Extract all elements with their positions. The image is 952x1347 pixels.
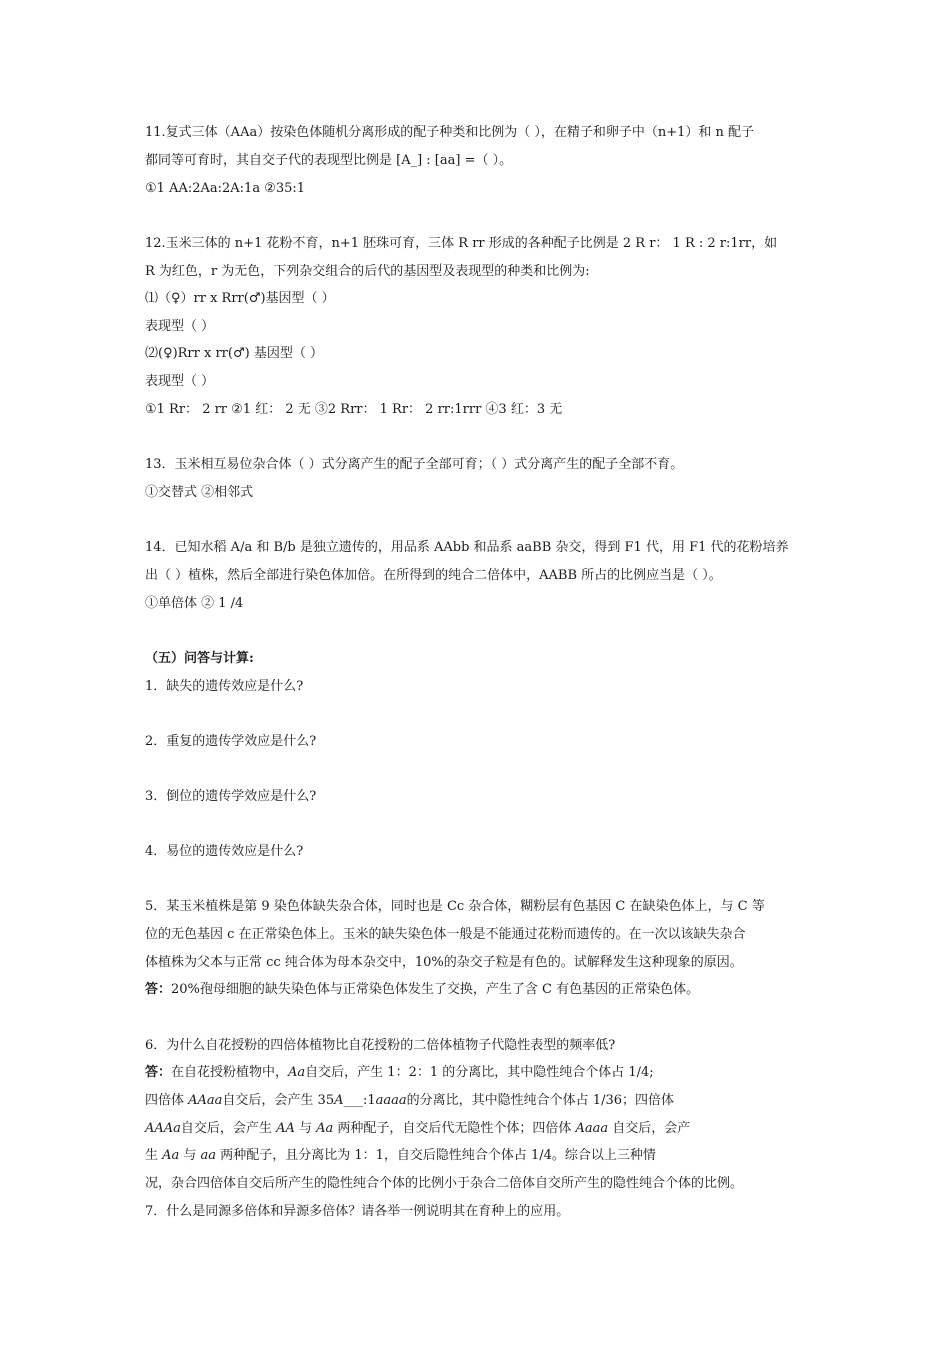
answer-text: 四倍体	[145, 1093, 189, 1108]
genotype: aaaa	[375, 1093, 407, 1108]
genotype: Aaaa	[575, 1121, 609, 1136]
s5-q5-line-2: 位的无色基因 c 在正常染色体上。玉米的缺失染色体一般是不能通过花粉而遗传的。在一次以该缺失杂合	[145, 927, 746, 942]
section-heading: （五）问答与计算:	[145, 651, 254, 666]
answer-label: 答：	[145, 1065, 172, 1080]
s5-q6-answer-line-5: 况，杂合四倍体自交后所产生的隐性纯合个体的比例小于杂合二倍体自交所产生的隐性纯合个体的比例。	[145, 1176, 744, 1191]
answer-text: 自交后，会产生	[180, 1121, 277, 1136]
genotype: AAAa	[145, 1121, 181, 1136]
s5-question-7: 7．什么是同源多倍体和异源多倍体？请各举一例说明其在育种上的应用。	[145, 1204, 570, 1219]
genotype: A	[334, 1093, 344, 1108]
genotype: AAaa	[188, 1093, 223, 1108]
q12-answer: ①1 Rr： 2 rr ②1 红： 2 无 ③2 Rrr： 1 Rr： 2 rr:1rrr ④3 红：3 无	[145, 402, 563, 417]
q12-line-4: 表现型（ ）	[145, 319, 215, 334]
q13-line-1: 13．玉米相互易位杂合体（ ）式分离产生的配子全部可育；（ ）式分离产生的配子全部不育。	[145, 457, 684, 472]
genotype: Aa	[162, 1148, 180, 1163]
s5-question-1: 1．缺失的遗传效应是什么?	[145, 679, 304, 694]
blank: ___	[343, 1093, 363, 1108]
genotype: aa	[200, 1148, 217, 1163]
q12-line-2: R 为红色，r 为无色，下列杂交组合的后代的基因型及表现型的种类和比例为:	[145, 264, 590, 279]
q12-line-5: ⑵(♀)Rrr x rr(♂) 基因型（ ）	[145, 346, 323, 361]
q11-line-1: 11.复式三体（AAa）按染色体随机分离形成的配子种类和比例为（ ），在精子和卵子中（n+1）和 n 配子	[145, 125, 755, 140]
answer-text: 两种配子，且分离比为 1：1，自交后隐性纯合个体占 1/4。综合以上三种情	[216, 1148, 656, 1163]
answer-text: 与	[294, 1121, 317, 1136]
q14-line-2: 出（ ）植株，然后全部进行染色体加倍。在所得到的纯合二倍体中，AABB 所占的比例应当是（ ）。	[145, 568, 722, 583]
answer-text: 自交后，会产	[608, 1121, 691, 1136]
answer-text: 两种配子，自交后代无隐性个体；四倍体	[333, 1121, 576, 1136]
q12-line-1: 12.玉米三体的 n+1 花粉不育，n+1 胚珠可育，三体 R rr 形成的各种配子比例是 2 R r： 1 R : 2 r:1rr，如	[145, 236, 778, 251]
answer-text: 的分离比，其中隐性纯合个体占 1/36；四倍体	[406, 1093, 674, 1108]
q11-answer: ①1 AA:2Aa:2A:1a ②35:1	[145, 181, 306, 196]
q13-answer: ①交替式 ②相邻式	[145, 485, 254, 500]
answer-text: 与	[179, 1148, 201, 1163]
genotype: Aa	[288, 1065, 306, 1080]
s5-q6-answer-line-2	[145, 1092, 674, 1110]
s5-q6-line-1: 6．为什么自花授粉的四倍体植物比自花授粉的二倍体植物子代隐性表型的频率低?	[145, 1038, 616, 1053]
s5-q6-answer-line-4	[145, 1147, 656, 1165]
s5-q6-answer-line-1	[145, 1064, 654, 1082]
s5-q5-line-1: 5．某玉米植株是第 9 染色体缺失杂合体，同时也是 Cc 杂合体，糊粉层有色基因 C 在缺染色体上，与 C 等	[145, 899, 765, 914]
s5-question-2: 2．重复的遗传学效应是什么?	[145, 734, 317, 749]
answer-text: 自交后，产生 1：2：1 的分离比，其中隐性纯合个体占 1/4;	[305, 1065, 654, 1080]
q12-line-6: 表现型（ ）	[145, 374, 215, 389]
answer-text: 生	[145, 1148, 163, 1163]
genotype: AA	[276, 1121, 295, 1136]
q11-line-2: 都同等可育时，其自交子代的表现型比例是 [A_] : [aa] =（ ）。	[145, 153, 513, 168]
genotype: Aa	[316, 1121, 334, 1136]
q12-line-3: ⑴（♀）rr x Rrr(♂)基因型（ ）	[145, 291, 335, 306]
q14-answer: ①单倍体 ② 1 /4	[145, 596, 244, 611]
answer-label: 答：	[145, 982, 172, 997]
answer-text: 自交后，会产生 35	[222, 1093, 335, 1108]
s5-q6-answer-line-3	[145, 1120, 690, 1138]
answer-text: 20%孢母细胞的缺失染色体与正常染色体发生了交换，产生了含 C 有色基因的正常染色体。	[171, 982, 700, 997]
s5-question-4: 4．易位的遗传效应是什么?	[145, 844, 304, 859]
s5-q5-answer	[145, 981, 699, 999]
answer-text: 在自花授粉植物中，	[171, 1065, 289, 1080]
answer-text: :1	[363, 1093, 376, 1108]
q14-line-1: 14．已知水稻 A/a 和 B/b 是独立遗传的，用品系 AAbb 和品系 aaBB 杂交，得到 F1 代，用 F1 代的花粉培养	[145, 540, 789, 555]
s5-q5-line-3: 体植株为父本与正常 cc 纯合体为母本杂交中，10%的杂交子粒是有色的。试解释发生这种现象的原因。	[145, 955, 743, 970]
s5-question-3: 3．倒位的遗传学效应是什么?	[145, 789, 317, 804]
